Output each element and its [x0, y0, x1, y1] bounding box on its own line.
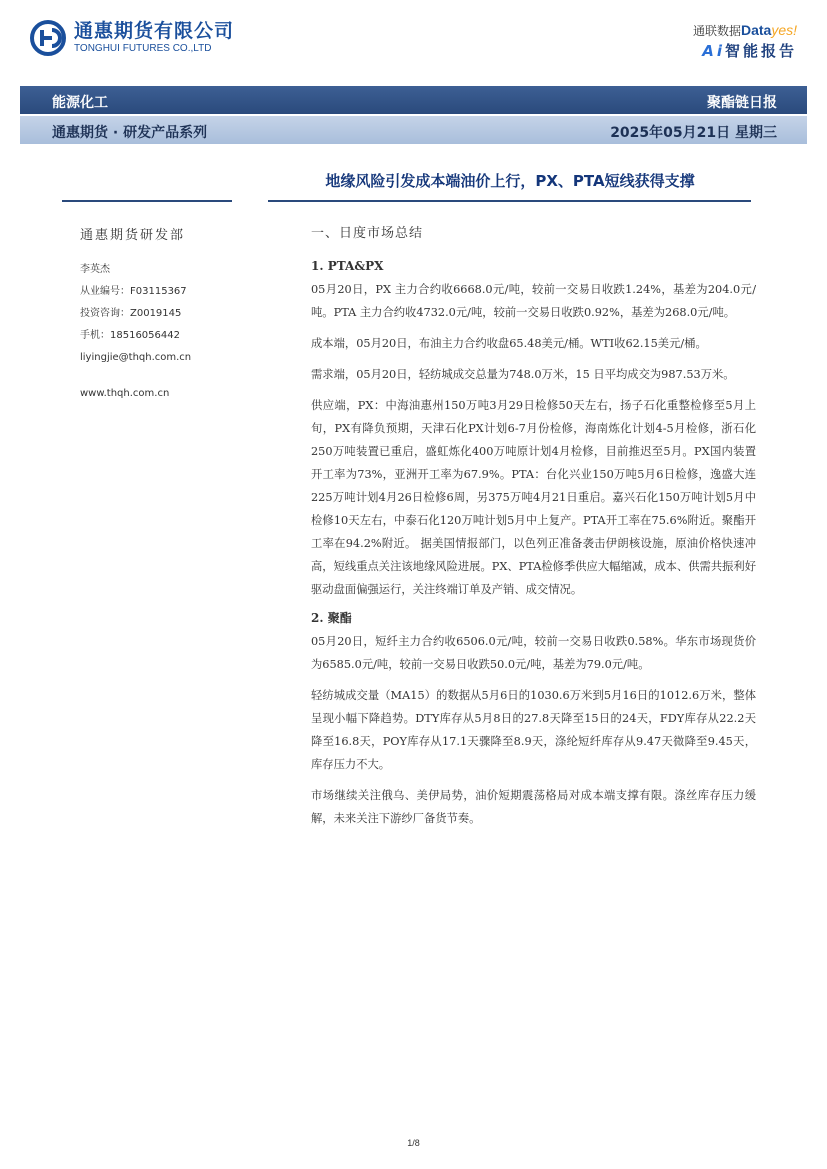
paragraph-outlook: 市场继续关注俄乌、美伊局势，油价短期震荡格局对成本端支撑有限。涤丝库存压力缓解，未来关注下游纱厂备货节奏。: [311, 789, 756, 825]
company-logo: [30, 20, 234, 56]
license-number: 从业编号：F03115367: [80, 286, 187, 297]
sector-label: 能源化工: [52, 95, 108, 111]
analyst-name: 李英杰: [80, 264, 110, 275]
series-band: [20, 116, 807, 144]
department-name: 通惠期货研发部: [80, 228, 186, 243]
website-link[interactable]: www.thqh.com.cn: [80, 388, 170, 399]
paragraph-cost: 成本端，05月20日，布油主力合约收盘65.48美元/桶。WTI收62.15美元/桶。: [311, 337, 707, 350]
paragraph-supply: 供应端，PX：中海油惠州150万吨3月29日检修50天左右，扬子石化重整检修至5月上旬，PX有降负预期，天津石化PX计划6-7月份检修，海南炼化计划4-5月检修，浙石化250万吨装置已重启，盛虹炼化400万吨原计划4月检修，目前推迟至5月。PX国内装置开工率为73%，亚洲开工率为67.9%。PTA：台化兴业150万吨5月6日检修，逸盛大连225万吨计划4月26日检修6周，另375万吨4月21日重启。嘉兴石化150万吨计划5月中检修10天左右，中泰石化120万吨计划5月中上复产。PTA开工率在75.6%附近。聚酯开工率在94.2%附近。 据美国情报部门，以色列正准备袭击伊朗核设施，原油价格快速冲高，短线重点关注该地缘风险进展。PX、PTA检修季供应大幅缩减，成本、供需共振利好驱动盘面偏强运行，关注终端订单及产销、成交情况。: [311, 399, 757, 596]
subsection-polyester: 2. 聚酯: [311, 611, 352, 625]
datayes-brand: [693, 22, 797, 63]
phone-number: 手机：18516056442: [80, 330, 180, 341]
subsection-pta-px: 1. PTA&PX: [311, 259, 384, 273]
report-date: 2025年05月21日 星期三: [610, 125, 777, 141]
company-name-cn: 通惠期货有限公司: [74, 20, 235, 42]
title-divider: [268, 200, 751, 202]
brand-prefix: 通联数据: [692, 24, 741, 38]
brand-data: Data: [740, 22, 772, 38]
email-link[interactable]: liyingjie@thqh.com.cn: [80, 352, 192, 363]
page-number: 1/8: [407, 1138, 420, 1148]
paragraph-staple-fiber: 05月20日，短纤主力合约收6506.0元/吨，较前一交易日收跌0.58%。华东市场现货价为6585.0元/吨，较前一交易日收跌50.0元/吨，基差为79.0元/吨。: [311, 635, 756, 671]
report-type-label: 聚酯链日报: [707, 95, 777, 111]
brand-report: 智能报告: [724, 42, 797, 60]
analyst-sidebar: [80, 224, 270, 405]
brand-yes: yes!: [771, 22, 797, 38]
advisory-number: 投资咨询：Z0019145: [80, 308, 182, 319]
paragraph-inventory: 轻纺城成交量（MA15）的数据从5月6日的1030.6万米到5月16日的1012.6万米，整体呈现小幅下降趋势。DTY库存从5月8日的27.8天降至15日的24天，FDY库存从22.2天降至16.8天，POY库存从17.1天骤降至8.9天，涤纶短纤库存从9.47天微降至9.45天，库存压力不大。: [311, 689, 756, 771]
tonghui-logo-icon: [30, 20, 66, 56]
category-band: [20, 86, 807, 114]
paragraph-px-pta-prices: 05月20日，PX 主力合约收6668.0元/吨，较前一交易日收跌1.24%，基差为204.0元/吨。PTA 主力合约收4732.0元/吨，较前一交易日收跌0.92%，基差为268.0元/吨。: [311, 283, 756, 319]
company-name-en: TONGHUI FUTURES CO.,LTD: [74, 43, 212, 54]
report-title: 地缘风险引发成本端油价上行，PX、PTA短线获得支撑: [325, 172, 695, 190]
brand-ai: Ai: [702, 42, 725, 60]
sidebar-divider: [62, 200, 232, 202]
series-label: 通惠期货 · 研发产品系列: [52, 125, 208, 141]
section-title: 一、日度市场总结: [311, 226, 424, 241]
report-body: [311, 222, 756, 838]
paragraph-demand: 需求端，05月20日，轻纺城成交总量为748.0万米，15 日平均成交为987.53万米。: [311, 368, 735, 381]
